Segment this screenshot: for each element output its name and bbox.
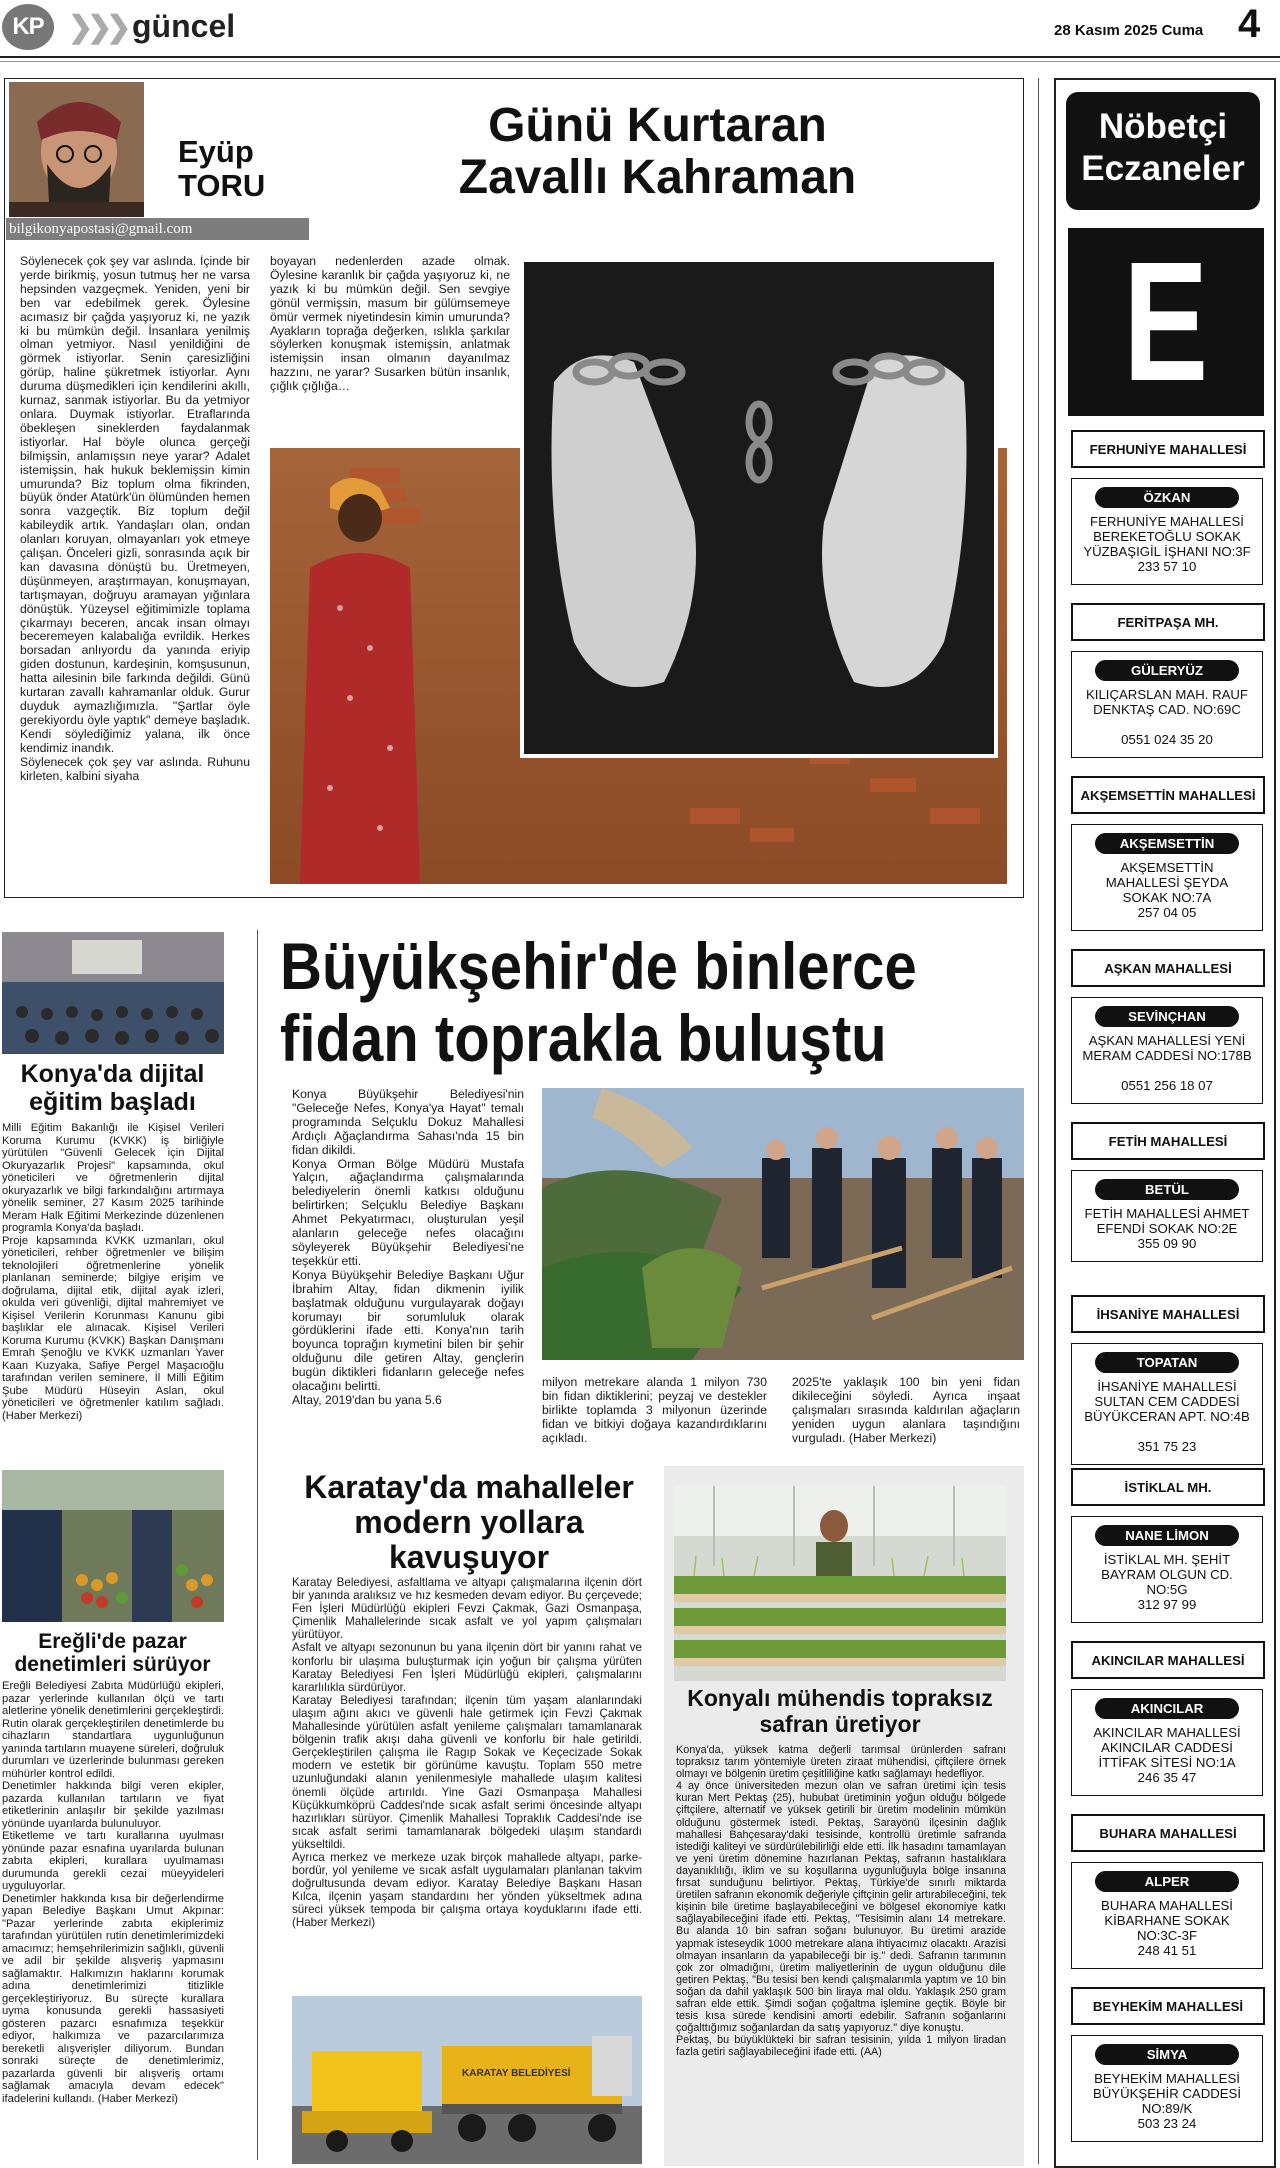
pharmacy-name: ALPER [1095, 1871, 1239, 1892]
column-title-line2: Zavallı Kahraman [458, 151, 857, 204]
page-number: 4 [1238, 2, 1261, 46]
seminar-photo [2, 932, 224, 1054]
district-label: FERHUNİYE MAHALLESİ [1071, 430, 1265, 468]
chained-hands-photo [520, 258, 998, 758]
pharmacy-card [1071, 478, 1263, 585]
author-first-name: Eyüp [178, 134, 254, 169]
pharmacy-address: KILIÇARSLAN MAH. RAUF DENKTAŞ CAD. NO:69C 0551 024 35 20 [1086, 687, 1248, 747]
asphalt-truck-photo [292, 1996, 642, 2164]
column-title-line1: Günü Kurtaran [488, 99, 827, 152]
pharmacy-address: FETİH MAHALLESİ AHMET EFENDİ SOKAK NO:2E 355 09 90 [1084, 1206, 1250, 1251]
pharmacy-entry [1071, 1987, 1267, 2142]
pharmacy-title-line1: Nöbetçi [1098, 107, 1228, 146]
safran-headline: Konyalı mühendis topraksız safran üretiyor [687, 1685, 993, 1737]
market-photo [2, 1470, 224, 1622]
pharmacy-address: BUHARA MAHALLESİ KİBARHANE SOKAK NO:3C-3F 248 41 51 [1101, 1898, 1233, 1958]
pharmacy-entry [1071, 430, 1267, 585]
pharmacy-entry [1071, 1122, 1267, 1262]
article-text-eregli: Ereğli Belediyesi Zabıta Müdürlüğü ekipleri, pazar yerlerinde kullanılan ölçü ve tartı aletlerine yönelik denetimlerini gerçekleştirdi. Rutin olarak gerçekleştirilen denetimlerde bu cihazların standartlara uygunluğunun yanında tartıların muayene süreleri, doğruluk durumları ve üzerlerinde bulunması gereken mühürler kontrol edildi. Denetimler hakkında bilgi veren ekipler, pazarda kullanılan tartıların ve fiyat etiketlerinin anlaşılır bir şekilde yazılması yönünde uyarılarda bulunuluyor. Etiketleme ve tartı kurallarına uyulması yönünde pazar esnafına uyarılarda bulunan zabıta ekipleri, kurallara uyulmaması durumunda gerekli cezai müeyyideleri uyguluyorlar. Denetimler hakkında kısa bir değerlendirme yapan Belediye Başkanı Umut Akpınar: "Pazar yerlerinde zabıta ekiplerimiz tarafından yürütülen rutin denetimlerimizdeki amacımız; hemşehrilerimizin sağlıklı, güvenli ve adil bir şekilde alışveriş yapmasını sağlamaktır. Halkımızın haklarını korumak adına denetimlerimizi titizlikle gerçekleştiriyoruz. Bu süreçte kurallara uyma konusunda gerekli hassasiyeti gösteren pazarcı esnafımıza teşekkür ediyor, halkımıza ve pazarcılarımıza bereketli alışverişler diliyorum. Bundan sonraki süreçte de denetimlerimiz, pazarlarda güvenli bir alışveriş ortamı sağlamak amacıyla devam edecek" ifadelerini kullandı. (Haber Merkezi) [2, 1680, 224, 2105]
pharmacy-name: SEVİNÇHAN [1095, 1006, 1239, 1027]
column-title [400, 100, 915, 204]
pharmacy-address: AKŞEMSETTİN MAHALLESİ ŞEYDA SOKAK NO:7A 257 04 05 [1105, 860, 1229, 920]
tree-planting-photo [542, 1088, 1024, 1360]
kp-logo: KP [2, 4, 54, 50]
pharmacy-card [1071, 824, 1263, 931]
karatay-headline: Karatay'da mahalleler modern yollara kavuşuyor [304, 1469, 634, 1575]
district-label: AKŞEMSETTİN MAHALLESİ [1071, 776, 1265, 814]
truck-label: KARATAY BELEDİYESİ [462, 2068, 571, 2079]
district-label: FETİH MAHALLESİ [1071, 1122, 1265, 1160]
district-label: BUHARA MAHALLESİ [1071, 1814, 1265, 1852]
article-text-dijital: Milli Eğitim Bakanlığı ile Kişisel Verileri Koruma Kurumu (KVKK) iş birliğiyle yürütülen "Güvenli Gelecek için Dijital Okuryazarlık Projesi" kapsamında, okul yöneticileri ve öğretmenlerin dijital okuryazarlık ve bilgi farkındalığını artırmaya yönelik seminer, 27 Kasım 2025 tarihinde Meram Halk Eğitimi Merkezinde düzenlenen programla Konya'da başladı. Proje kapsamında KVKK uzmanları, okul yöneticileri, rehber öğretmenler ve bilişim teknolojileri öğretmenlerine yönelik planlanan seminerde; bilgiye erişim ve doğrulama, dijital etik, dijital ayak izleri, okulda veri güvenliği, dijital mahremiyet ve Kişisel Verilerin Korunması Kanunu gibi başlıklar ele alınacak. Kişisel Verileri Koruma Kurumu (KVKK) Başkan Danışmanı Emrah Şenoğlu ve KVKK uzmanları Yaver Kaan Kuzyaka, Safiye Pergel Maşacıoğlu tarafından verilen seminere, İl Milli Eğitim Şube Müdürü Hüseyin Aslan, okul yöneticileri ve öğretmenler katılım sağladı. (Haber Merkezi) [2, 1122, 224, 1422]
pharmacy-name: AKINCILAR [1095, 1698, 1239, 1719]
pharmacy-card [1071, 1170, 1263, 1262]
pharmacy-entry [1071, 776, 1267, 931]
pharmacy-entry [1071, 949, 1267, 1104]
main-text-col3: 2025'te yaklaşık 100 bin yeni fidan dikileceğini söyledi. Ayrıca inşaat çalışmaları sırasında kaldırılan ağaçların yeniden uygun alanlara taşındığını vurguladı. (Haber Merkezi) [792, 1375, 1020, 1445]
eczane-e-logo [1068, 228, 1264, 416]
pharmacy-card [1071, 1516, 1263, 1623]
pharmacy-entry [1071, 1468, 1267, 1623]
pharmacy-entry [1071, 1295, 1267, 1465]
pharmacy-name: BETÜL [1095, 1179, 1239, 1200]
pharmacy-entry [1071, 1814, 1267, 1969]
pharmacy-card [1071, 2035, 1263, 2142]
column-text-right: boyayan nedenlerden azade olmak. Öylesine karanlık bir çağda yaşıyoruz ki, ne yazık ki bu mümkün değil. Sen sevgiye gönül vermişsin, masum bir gülümsemeye ömür vermek niyetindesin kimin umurunda? Ayakların toprağa değerken, ıslıkla şarkılar söylerken konuşmak istemişsin, anlatmak istemişsin insan olmanın dayanılmaz hazzını, ne yarar? Susarken bütün insanlık, çığlık çığlığa… [270, 254, 510, 394]
pharmacy-address: BEYHEKİM MAHALLESİ BÜYÜKŞEHİR CADDESİ NO:89/K 503 23 24 [1092, 2071, 1242, 2131]
pharmacy-card [1071, 1862, 1263, 1969]
pharmacy-address: AŞKAN MAHALLESİ YENİ MERAM CADDESİ NO:178B 0551 256 18 07 [1082, 1033, 1252, 1093]
article-title-dijital: Konya'da dijital eğitim başladı [20, 1060, 205, 1116]
district-label: AŞKAN MAHALLESİ [1071, 949, 1265, 987]
pharmacy-name: SİMYA [1095, 2044, 1239, 2065]
main-text-col2: milyon metrekare alanda 1 milyon 730 bin fidan diktiklerini; peyzaj ve destekler birlikte toplamda 3 milyonun üzerinde fidan ve bitkiyi doğaya kazandırdıklarını açıkladı. [542, 1375, 767, 1445]
pharmacy-entry [1071, 603, 1267, 758]
main-text-col1: Konya Büyükşehir Belediyesi'nin "Geleceğe Nefes, Konya'ya Hayat" temalı programında Selçuklu Dokuz Mahallesi Ardıçlı Ağaçlandırma Sahası'nda 15 bin fidan dikildi. Konya Orman Bölge Müdürü Mustafa Yalçın, ağaçlandırma çalışmalarında belediyelerin önemli katkısı olduğunu belirtirken; Selçuklu Belediye Başkanı Ahmet Pekyatırmacı, oluşturulan yeşil alanların geleceğe nefes olacağını söyleyerek Büyükşehir Belediyesi'ne teşekkür etti. Konya Büyükşehir Belediye Başkanı Uğur İbrahim Altay, fidan dikmenin iyilik başlatmak olduğunu vurgulayarak doğayı korumayı bir sorumluluk olarak gördüklerini ifade etti. Konya'nın tarih boyunca toprağın kıymetini bilen bir şehir olduğunu dile getiren Altay, gençlerin bugün diktikleri fidanların geleceğe nefes olacağını belirtti. Altay, 2019'dan bu yana 5.6 [292, 1087, 524, 1407]
karatay-text: Karatay Belediyesi, asfaltlama ve altyapı çalışmalarına ilçenin dört bir yanında aralıksız ve hız kesmeden devam ediyor. Bu çerçevede; Fen İşleri Müdürlüğü ekipleri Fevzi Çakmak, Gazi Osmanpaşa, Çimenlik Mahallelerinde sıcak asfalt ve yol yapım çalışmaları yürütüyor. Asfalt ve altyapı sezonunun bu yana ilçenin dört bir yanını rahat ve konforlu bir ulaşıma buluşturmak için yoğun bir çalışma yürüten Karatay Belediyesi Fen İşleri Müdürlüğü ekipleri, çalışmalarını kararlılıkla sürdürüyor. Karatay Belediyesi tarafından; ilçenin tüm yaşam alanlarındaki ulaşım ağını akıcı ve güvenli hale getirmek için Fevzi Çakmak Mahallesinde yürütülen asfalt yenileme çalışmaları tamamlanarak bölgenin trafik akışı daha güvenli ve konforlu bir hale getirildi. Gerçekleştirilen çalışma ile Ragıp Sokak ve Keçecizade Sokak modern ve estetik bir görünüme kavuştu. Toplam 550 metre uzunluğundaki alanın yenilenmesiyle mahallede ulaşım kalitesi önemli ölçüde artırıldı. Yine Gazi Osmanpaşa Mahallesi Küçükkumköprü Caddesi'nde sıcak asfalt serimi öncesinde altyapı hazırlıkları sürüyor. Çimenlik Mahallesi Topraklık Caddesi'nde ise sıcak asfalt serimi tamamlanarak bölgedeki ulaşım standardı yükseltildi. Ayrıca merkez ve merkeze uzak birçok mahallede altyapı, parke-bordür, yol yenileme ve sıcak asfalt uygulamaları planlanan takvim doğrultusunda devam ediyor. Karatay Belediye Başkanı Hasan Kılca, ilçenin yaşam standardını her yönden yükseltmek adına süreci yüksek tempoda bir çalışma ortaya koyduklarını ifade etti. (Haber Merkezi) [292, 1576, 642, 1930]
pharmacy-list [1071, 430, 1267, 2150]
issue-date: 28 Kasım 2025 Cuma [1054, 22, 1204, 39]
main-headline [280, 930, 1028, 1074]
pharmacy-name: AKŞEMSETTİN [1095, 833, 1239, 854]
pharmacy-name: NANE LİMON [1095, 1525, 1239, 1546]
pharmacy-entry [1071, 1641, 1267, 1796]
eczane-e-letter: E [1123, 227, 1209, 417]
article-title-eregli: Ereğli'de pazar denetimleri sürüyor [14, 1630, 211, 1676]
pharmacy-address: İSTİKLAL MH. ŞEHİT BAYRAM OLGUN CD. NO:5G 312 97 99 [1101, 1552, 1233, 1612]
pharmacy-rule [1038, 78, 1039, 2164]
district-label: İSTİKLAL MH. [1071, 1468, 1265, 1506]
chevron-arrows-icon: ❯❯❯ [68, 11, 126, 44]
pharmacy-title-line2: Eczaneler [1081, 149, 1245, 188]
author-email: bilgikonyapostasi@gmail.com [6, 218, 309, 240]
main-headline-line1: Büyükşehir'de binlerce [280, 929, 917, 1003]
district-label: İHSANİYE MAHALLESİ [1071, 1295, 1265, 1333]
pharmacy-address: AKINCILAR MAHALLESİ AKINCILAR CADDESİ İTTİFAK SİTESİ NO:1A 246 35 47 [1093, 1725, 1241, 1785]
main-headline-line2: fidan toprakla buluştu [280, 1001, 887, 1075]
pharmacy-address: İHSANİYE MAHALLESİ SULTAN CEM CADDESİ BÜYÜKCERAN APT. NO:4B 351 75 23 [1084, 1379, 1250, 1454]
pharmacy-card [1071, 1689, 1263, 1796]
pharmacy-name: TOPATAN [1095, 1352, 1239, 1373]
district-label: FERİTPAŞA MH. [1071, 603, 1265, 641]
pharmacy-name: GÜLERYÜZ [1095, 660, 1239, 681]
pharmacy-card [1071, 1343, 1263, 1465]
header-rule-thin [0, 61, 1280, 62]
author-photo [9, 82, 144, 217]
pharmacy-name: ÖZKAN [1095, 487, 1239, 508]
author-last-name: TORU [178, 168, 266, 203]
section-title: güncel [132, 8, 236, 44]
saffron-greenhouse-photo [674, 1486, 1006, 1681]
district-label: BEYHEKİM MAHALLESİ [1071, 1987, 1265, 2025]
header-rule [0, 56, 1280, 58]
column-text-left: Söylenecek çok şey var aslında. İçinde bir yerde birikmiş, yosun tutmuş her ne varsa hepsinden vazgeçmek. Yeniden, yeni bir ben var edebilmek gerek. Öylesine acımasız bir çağda yaşıyoruz ki, ne yazık ki bu mümkün değil. İnsanlara yenilmiş olman yetmiyor. Nasıl yenildiğini de görmek istiyorlar. Senin çaresizliğini görüp, haline şükretmek istiyorlar. Aynı duruma düşmedikleri için kendilerini akıllı, kurnaz, sanmak istiyorlar. Bu da yetmiyor onlara. Duymak istiyorlar. Etraflarında öbekleşen sineklerden faydalanmak istiyorlar. Hal böyle olunca gerçeği bilmişsin, anlamışsın neye yarar? Adalet istemişsin, hak hukuk beklemişsin kimin umurunda? Biz toplum olma fikrinden, büyük önder Atatürk'ün ölümünden hemen sonra vazgeçtik. Biz toplum değil kabileydik artık. Yandaşları olan, ondan olanları koruyan, olmayanları yok etmeye çalışan. Önceleri gizli, sonrasında açık bir kan davasına dönüştü bu. Üretmeyen, düşünmeyen, araştırmayan, konuşmayan, tartışmayan, doğruyu aramayan yığınlara dönüştük. Yüzeysel eğitimimizle toplama çıkarmayı beceren, ancak insan olmayı beceremeyen kalabalığa evrildik. Herkes borsadan anlıyordu da yanında eriyip giden dostunun, kardeşinin, komşusunun, hatta ailesinin bile farkında değildi. Günü kurtaran zavallı kahramanlar olduk. Gurur duyduk aymazlığımızla. "Şartlar öyle gerekiyordu öyle yaptık" demeye başladık. Kendi söylediğimiz yalana, ilk önce kendimiz inandık. Söylenecek çok şey var aslında. Ruhunu kirleten, kalbini siyaha [20, 255, 250, 783]
district-label: AKINCILAR MAHALLESİ [1071, 1641, 1265, 1679]
pharmacy-title [1066, 92, 1260, 210]
safran-text: Konya'da, yüksek katma değerli tarımsal ürünlerden safranı topraksız tarım yöntemiyle üreten ziraat mühendisi, çiftçilere örnek olmayı ve bölgenin üretim çeşitliliğine katkı sağlamayı hedefliyor. 4 ay önce üniversiteden mezun olan ve safran üretimi için tesis kuran Mert Pektaş (25), hububat üretiminin yoğun olduğu bölgede çiftçilere, alternatif ve yüksek getirili bir üretim modelinin mümkün olduğunu göstermek istedi. Pektaş, Sarayönü ilçesinin dağlık mahallesi Bahçesaray'daki tesisinde, kontrollü üretimle safranda istediği kaliteyi ve sürdürülebilirliği elde etti. İlk hasadını tamamlayan ve yeni üretim dönemine hazırlanan Pektaş, safranın hastalıklara dayanıklılığı, iklim ve su koşullarına uygunluğuyla bölge insanına fırsat sunduğunu belirtiyor. Pektaş, Türkiye'de sınırlı miktarda üretilen safranın ekonomik değeriyle çiftçinin gelir artırabileceğini, tek kişinin bile üretime başlayabileceğini ve bölgesel ekonomiye katkı sağlayabileceğini ifade etti. Pektaş, "Tesisimin alanı 14 metrekare. Bu alanda 10 bin safran soğanı bulunuyor. Bu üretimi arazide yapmak isteseydik 1000 metrekare alana ihtiyacımız olacaktı. Arazisi olmayan insanların da yapabileceği bir iş." dedi. Safranın tarımının çok zor olmadığını, üretim maliyetlerinin de uygun olduğunu dile getiren Pektaş, "Bu tesisi ben kendi çalışmalarımla yaptım ve 10 bin soğan da dahil yaklaşık 500 bin liraya mal oldu. Yaklaşık 250 gram safran elde ettik. Şimdi soğan çoğaltma işlemine geçtik. Böyle bir tesis kısa sürede kendisini amorti edebilir. Safranın soğanlarını çoğalttığımız soğanlardan da satış yapıyoruz." diye konuştu. Pektaş, bu büyüklükteki bir safran tesisinin, yılda 1 milyon liradan fazla getiri sağlayabileceğini ifade etti. (AA) [676, 1744, 1006, 2059]
pharmacy-address: FERHUNİYE MAHALLESİ BEREKETOĞLU SOKAK YÜZBAŞIGİL İŞHANI NO:3F 233 57 10 [1083, 514, 1251, 574]
left-column-rule [257, 930, 258, 2160]
pharmacy-card [1071, 997, 1263, 1104]
pharmacy-card [1071, 651, 1263, 758]
